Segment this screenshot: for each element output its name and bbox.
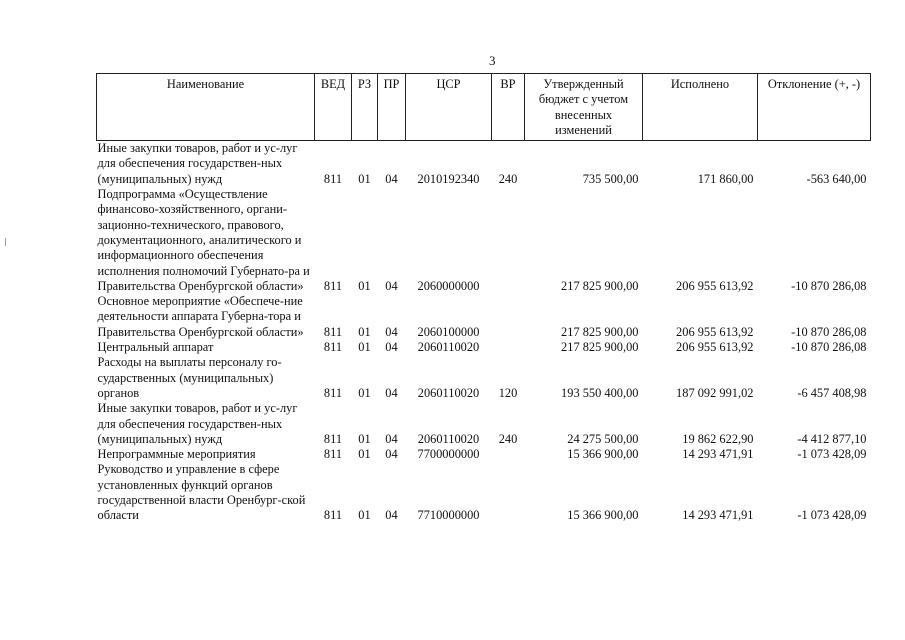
table-row: [97, 294, 871, 340]
cell-executed: 14 293 471,91: [682, 447, 754, 462]
table-row: [97, 447, 871, 462]
cell-vr: [492, 187, 525, 294]
cell-deviation: -6 457 408,98: [797, 385, 867, 400]
cell-executed: 206 955 613,92: [676, 278, 754, 293]
cell-pr: 04: [385, 324, 398, 339]
cell-pr: 04: [385, 508, 398, 523]
header-approved-budget: Утвержденный бюджет с учетом внесенных изменений: [525, 74, 643, 141]
table-row: [97, 141, 871, 187]
cell-deviation: -10 870 286,08: [791, 324, 867, 339]
header-pr: ПР: [378, 74, 406, 141]
budget-execution-table: [96, 73, 871, 524]
cell-deviation: -1 073 428,09: [797, 447, 867, 462]
cell-approved-budget: 15 366 900,00: [567, 447, 639, 462]
cell-name: Расходы на выплаты персоналу го-сударственных (муниципальных) органов: [97, 355, 282, 400]
cell-ved: 811: [323, 340, 343, 355]
cell-vr: [492, 462, 525, 523]
cell-rz: 01: [358, 385, 371, 400]
cell-csr: 2060110020: [417, 340, 480, 355]
cell-csr: 2060110020: [417, 431, 480, 446]
cell-pr: 04: [385, 171, 398, 186]
cell-executed: 14 293 471,91: [682, 508, 754, 523]
cell-name: Основное мероприятие «Обеспече-ние деятельности аппарата Губерна-тора и Правительства Оренбургской области»: [97, 294, 304, 339]
cell-csr: 7710000000: [417, 508, 480, 523]
cell-vr: [492, 447, 525, 462]
cell-pr: 04: [385, 278, 398, 293]
table-row: [97, 340, 871, 355]
cell-csr: 2060000000: [417, 278, 480, 293]
cell-ved: 811: [323, 385, 343, 400]
cell-rz: 01: [358, 171, 371, 186]
header-csr: ЦСР: [406, 74, 492, 141]
cell-deviation: -563 640,00: [806, 171, 867, 186]
table-row: [97, 187, 871, 294]
cell-rz: 01: [358, 447, 371, 462]
cell-ved: 811: [323, 171, 343, 186]
cell-approved-budget: 735 500,00: [582, 171, 639, 186]
cell-name: Подпрограмма «Осуществление финансово-хозяйственного, органи-зационно-технического, правового, документационного, аналитического и информационного обеспечения исполнения полномочий Губернато-ра и Правительства Оренбургской области»: [97, 187, 310, 293]
header-executed: Исполнено: [643, 74, 758, 141]
cell-deviation: -10 870 286,08: [791, 278, 867, 293]
cell-executed: 187 092 991,02: [676, 385, 754, 400]
cell-vr: [492, 340, 525, 355]
cell-rz: 01: [358, 324, 371, 339]
page-number: 3: [489, 53, 496, 68]
cell-rz: 01: [358, 431, 371, 446]
table-row: [97, 355, 871, 401]
cell-ved: 811: [323, 447, 343, 462]
cell-vr: 120: [498, 385, 518, 400]
cell-pr: 04: [385, 340, 398, 355]
cell-approved-budget: 217 825 900,00: [561, 324, 639, 339]
table-header-row: [97, 74, 871, 141]
cell-vr: 240: [498, 431, 518, 446]
cell-deviation: -4 412 877,10: [797, 431, 867, 446]
cell-pr: 04: [385, 431, 398, 446]
cell-rz: 01: [358, 340, 371, 355]
cell-executed: 171 860,00: [697, 171, 754, 186]
header-name: Наименование: [97, 74, 315, 141]
cell-ved: 811: [323, 508, 343, 523]
cell-pr: 04: [385, 385, 398, 400]
cell-approved-budget: 24 275 500,00: [567, 431, 639, 446]
cell-approved-budget: 217 825 900,00: [561, 278, 639, 293]
margin-mark: [5, 238, 6, 246]
header-vr: ВР: [492, 74, 525, 141]
cell-deviation: -10 870 286,08: [791, 340, 867, 355]
cell-pr: 04: [385, 447, 398, 462]
cell-csr: 2010192340: [417, 171, 480, 186]
cell-ved: 811: [323, 278, 343, 293]
cell-approved-budget: 193 550 400,00: [561, 385, 639, 400]
cell-csr: 2060110020: [417, 385, 480, 400]
cell-name: Руководство и управление в сфере установленных функций органов государственной власти Оренбург-ской области: [97, 462, 306, 523]
cell-rz: 01: [358, 508, 371, 523]
header-deviation: Отклонение (+, -): [758, 74, 871, 141]
cell-approved-budget: 217 825 900,00: [561, 340, 639, 355]
header-ved: ВЕД: [315, 74, 352, 141]
cell-csr: 7700000000: [417, 447, 480, 462]
cell-vr: [492, 294, 525, 340]
cell-vr: 240: [498, 171, 518, 186]
cell-ved: 811: [323, 324, 343, 339]
table-row: [97, 462, 871, 523]
cell-executed: 206 955 613,92: [676, 324, 754, 339]
header-rz: РЗ: [352, 74, 378, 141]
cell-executed: 19 862 622,90: [682, 431, 754, 446]
table-row: [97, 401, 871, 447]
cell-approved-budget: 15 366 900,00: [567, 508, 639, 523]
cell-name: Центральный аппарат: [97, 340, 214, 355]
cell-name: Непрограммные мероприятия: [97, 447, 256, 462]
cell-rz: 01: [358, 278, 371, 293]
cell-name: Иные закупки товаров, работ и ус-луг для обеспечения государствен-ных (муниципальных) нужд: [97, 141, 298, 186]
cell-deviation: -1 073 428,09: [797, 508, 867, 523]
cell-name: Иные закупки товаров, работ и ус-луг для обеспечения государствен-ных (муниципальных) нужд: [97, 401, 298, 446]
cell-csr: 2060100000: [417, 324, 480, 339]
cell-ved: 811: [323, 431, 343, 446]
cell-executed: 206 955 613,92: [676, 340, 754, 355]
